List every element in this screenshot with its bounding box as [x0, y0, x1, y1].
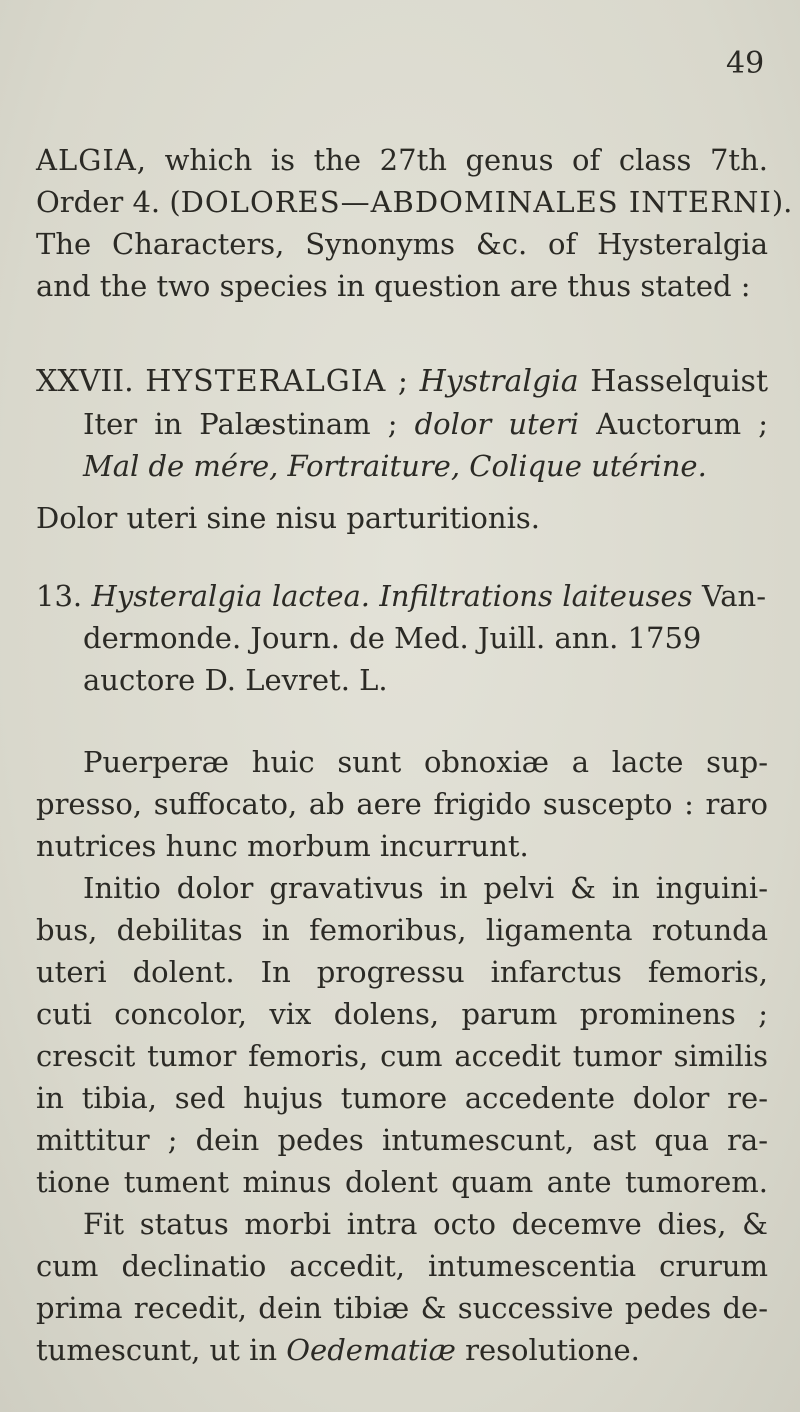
body-text: resolutione. — [455, 1333, 640, 1367]
body-line: crescit tumor femoris, cum accedit tumor similis — [36, 1039, 768, 1073]
genus-line-3 — [83, 448, 707, 484]
synonym-text: Auctorum ; — [578, 407, 768, 441]
author-name: Hasselquist — [578, 364, 768, 399]
synonym-text: Iter in Palæstinam ; — [83, 407, 415, 441]
genus-title: HYSTERALGIA — [145, 364, 387, 399]
order-name: DOLORES—ABDOMINALES INTERNI — [180, 185, 772, 219]
species-synonym: Infiltrations laiteuses — [379, 579, 693, 613]
synonym-italic: dolor uteri — [414, 407, 579, 441]
body-text: tumescunt, ut in — [36, 1333, 287, 1367]
genus-number: XXVII. — [36, 364, 146, 399]
citation-text: dermonde. Journ. de Med. Juill. ann. 1759 — [83, 621, 702, 655]
intro-line-3 — [36, 226, 768, 262]
order-close: ). — [771, 185, 793, 219]
definition-text: Dolor uteri sine nisu parturitionis. — [36, 501, 540, 535]
separator: ; — [386, 364, 420, 399]
genus-definition — [36, 500, 540, 536]
body-line: uteri dolent. In progressu infarctus femoris, — [36, 955, 768, 989]
body-line: cuti concolor, vix dolens, parum prominens ; — [36, 997, 768, 1031]
body-line: mittitur ; dein pedes intumescunt, ast qua ra- — [36, 1123, 768, 1157]
intro-text: , which is the 27th genus of class 7th. — [136, 143, 768, 177]
species-heading — [36, 578, 766, 614]
italic-term: Oedematiæ — [286, 1333, 456, 1367]
author-fragment: Van- — [692, 579, 767, 613]
intro-line-4 — [36, 268, 751, 304]
body-line: Initio dolor gravativus in pelvi & in inguini- — [83, 871, 768, 905]
species-line-3 — [83, 662, 388, 698]
space — [370, 579, 379, 613]
body-line: nutrices hunc morbum incurrunt. — [36, 829, 529, 863]
body-line: tione tument minus dolent quam ante tumorem. — [36, 1165, 768, 1199]
body-line: presso, suffocato, ab aere frigido suscepto : raro — [36, 787, 768, 821]
intro-line-1 — [36, 142, 768, 178]
french-synonyms: Mal de mére, Fortraiture, Colique utérine. — [83, 449, 707, 483]
citation-text: auctore D. Levret. L. — [83, 663, 388, 697]
page-number: 49 — [726, 46, 765, 81]
body-line: in tibia, sed hujus tumore accedente dolor re- — [36, 1081, 768, 1115]
body-line: Puerperæ huic sunt obnoxiæ a lacte sup- — [83, 745, 768, 779]
intro-line-2 — [36, 184, 793, 220]
body-line: bus, debilitas in femoribus, ligamenta rotunda — [36, 913, 768, 947]
body-line: Fit status morbi intra octo decemve dies, & — [83, 1207, 768, 1241]
genus-heading — [36, 364, 768, 400]
genus-name-fragment: ALGIA — [36, 143, 137, 177]
genus-line-2 — [83, 406, 768, 442]
order-label: Order 4. ( — [36, 185, 181, 219]
body-line: cum declinatio accedit, intumescentia crurum — [36, 1249, 768, 1283]
species-name: Hysteralgia lactea. — [91, 579, 370, 613]
synonym-italic: Hystralgia — [419, 364, 579, 399]
intro-text: and the two species in question are thus stated : — [36, 269, 751, 303]
body-last-line — [36, 1332, 640, 1368]
body-line: prima recedit, dein tibiæ & successive pedes de- — [36, 1291, 768, 1325]
species-line-2 — [83, 620, 701, 656]
species-number: 13. — [36, 579, 92, 613]
intro-text: The Characters, Synonyms &c. of Hysteralgia — [36, 227, 768, 261]
